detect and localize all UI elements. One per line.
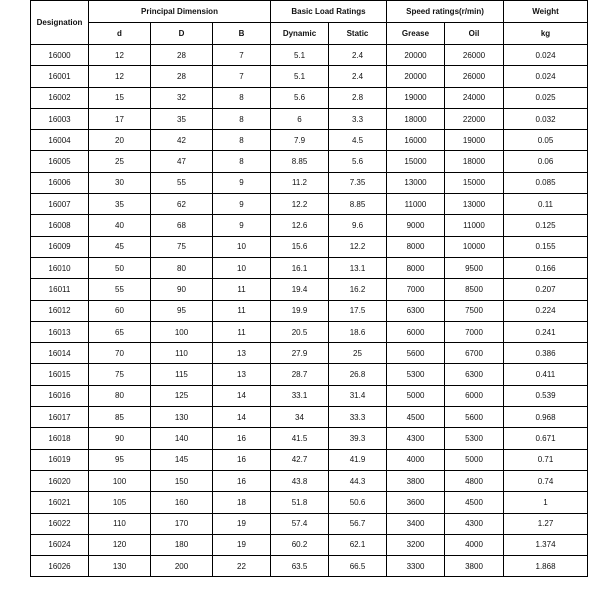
D-cell: 55 — [151, 172, 213, 193]
D-cell: 42 — [151, 130, 213, 151]
d-cell: 85 — [89, 407, 151, 428]
oil-cell: 4800 — [445, 470, 504, 491]
grease-cell: 16000 — [387, 130, 445, 151]
dynamic-cell: 63.5 — [271, 556, 329, 577]
table-row — [31, 385, 588, 406]
oil-cell: 15000 — [445, 172, 504, 193]
grease-cell: 8000 — [387, 236, 445, 257]
static-cell: 2.4 — [329, 45, 387, 66]
oil-cell: 4000 — [445, 534, 504, 555]
table-row — [31, 343, 588, 364]
designation-cell: 16021 — [31, 492, 89, 513]
static-cell: 7.35 — [329, 172, 387, 193]
dynamic-cell: 6 — [271, 108, 329, 129]
grease-cell: 6000 — [387, 321, 445, 342]
designation-cell: 16002 — [31, 87, 89, 108]
oil-cell: 18000 — [445, 151, 504, 172]
B-cell: 7 — [213, 45, 271, 66]
d-cell: 20 — [89, 130, 151, 151]
dynamic-cell: 16.1 — [271, 257, 329, 278]
dynamic-cell: 15.6 — [271, 236, 329, 257]
weight-cell: 1.374 — [504, 534, 588, 555]
B-cell: 16 — [213, 449, 271, 470]
dynamic-cell: 42.7 — [271, 449, 329, 470]
table-row — [31, 534, 588, 555]
B-cell: 8 — [213, 108, 271, 129]
designation-cell: 16012 — [31, 300, 89, 321]
D-cell: 47 — [151, 151, 213, 172]
table-row — [31, 279, 588, 300]
designation-cell: 16004 — [31, 130, 89, 151]
table-row — [31, 428, 588, 449]
B-cell: 19 — [213, 513, 271, 534]
grease-cell: 19000 — [387, 87, 445, 108]
dynamic-cell: 5.1 — [271, 45, 329, 66]
D-cell: 160 — [151, 492, 213, 513]
table-row — [31, 513, 588, 534]
static-cell: 44.3 — [329, 470, 387, 491]
designation-cell: 16015 — [31, 364, 89, 385]
oil-header: Oil — [445, 23, 504, 45]
oil-cell: 7500 — [445, 300, 504, 321]
weight-cell: 0.386 — [504, 343, 588, 364]
weight-cell: 0.539 — [504, 385, 588, 406]
d-cell: 40 — [89, 215, 151, 236]
grease-cell: 4300 — [387, 428, 445, 449]
header-row-sub — [31, 23, 588, 45]
D-cell: 170 — [151, 513, 213, 534]
d-cell: 100 — [89, 470, 151, 491]
designation-cell: 16000 — [31, 45, 89, 66]
oil-cell: 10000 — [445, 236, 504, 257]
D-cell: 80 — [151, 257, 213, 278]
B-cell: 9 — [213, 194, 271, 215]
oil-cell: 24000 — [445, 87, 504, 108]
designation-cell: 16013 — [31, 321, 89, 342]
D-cell: 75 — [151, 236, 213, 257]
grease-cell: 5300 — [387, 364, 445, 385]
oil-cell: 4300 — [445, 513, 504, 534]
oil-cell: 4500 — [445, 492, 504, 513]
dynamic-cell: 8.85 — [271, 151, 329, 172]
D-header: D — [151, 23, 213, 45]
static-cell: 16.2 — [329, 279, 387, 300]
d-cell: 30 — [89, 172, 151, 193]
static-cell: 5.6 — [329, 151, 387, 172]
weight-cell: 0.125 — [504, 215, 588, 236]
B-header: B — [213, 23, 271, 45]
dynamic-cell: 27.9 — [271, 343, 329, 364]
weight-cell: 0.968 — [504, 407, 588, 428]
dynamic-cell: 60.2 — [271, 534, 329, 555]
B-cell: 13 — [213, 343, 271, 364]
weight-cell: 0.06 — [504, 151, 588, 172]
B-cell: 11 — [213, 279, 271, 300]
D-cell: 180 — [151, 534, 213, 555]
weight-cell: 0.024 — [504, 45, 588, 66]
B-cell: 8 — [213, 151, 271, 172]
B-cell: 11 — [213, 321, 271, 342]
weight-header: Weight — [504, 1, 588, 23]
designation-cell: 16017 — [31, 407, 89, 428]
B-cell: 7 — [213, 66, 271, 87]
B-cell: 8 — [213, 87, 271, 108]
designation-cell: 16026 — [31, 556, 89, 577]
grease-cell: 3300 — [387, 556, 445, 577]
static-cell: 41.9 — [329, 449, 387, 470]
static-cell: 9.6 — [329, 215, 387, 236]
d-cell: 110 — [89, 513, 151, 534]
d-cell: 120 — [89, 534, 151, 555]
speed-ratings-header: Speed ratings(r/min) — [387, 1, 504, 23]
dynamic-cell: 33.1 — [271, 385, 329, 406]
designation-cell: 16018 — [31, 428, 89, 449]
grease-cell: 3600 — [387, 492, 445, 513]
oil-cell: 6700 — [445, 343, 504, 364]
B-cell: 9 — [213, 172, 271, 193]
static-cell: 66.5 — [329, 556, 387, 577]
weight-cell: 0.411 — [504, 364, 588, 385]
grease-cell: 15000 — [387, 151, 445, 172]
oil-cell: 26000 — [445, 45, 504, 66]
static-cell: 25 — [329, 343, 387, 364]
table-row — [31, 449, 588, 470]
grease-cell: 6300 — [387, 300, 445, 321]
oil-cell: 6300 — [445, 364, 504, 385]
designation-cell: 16014 — [31, 343, 89, 364]
oil-cell: 5000 — [445, 449, 504, 470]
kg-header: kg — [504, 23, 588, 45]
oil-cell: 13000 — [445, 194, 504, 215]
designation-cell: 16003 — [31, 108, 89, 129]
dynamic-cell: 41.5 — [271, 428, 329, 449]
weight-cell: 0.024 — [504, 66, 588, 87]
d-cell: 12 — [89, 66, 151, 87]
d-cell: 55 — [89, 279, 151, 300]
table-row — [31, 556, 588, 577]
grease-cell: 8000 — [387, 257, 445, 278]
weight-cell: 0.05 — [504, 130, 588, 151]
d-cell: 50 — [89, 257, 151, 278]
B-cell: 14 — [213, 407, 271, 428]
D-cell: 32 — [151, 87, 213, 108]
grease-cell: 7000 — [387, 279, 445, 300]
oil-cell: 11000 — [445, 215, 504, 236]
static-cell: 56.7 — [329, 513, 387, 534]
designation-cell: 16011 — [31, 279, 89, 300]
grease-cell: 9000 — [387, 215, 445, 236]
B-cell: 14 — [213, 385, 271, 406]
D-cell: 100 — [151, 321, 213, 342]
static-cell: 31.4 — [329, 385, 387, 406]
table-row — [31, 492, 588, 513]
dynamic-cell: 12.6 — [271, 215, 329, 236]
dynamic-cell: 51.8 — [271, 492, 329, 513]
d-cell: 60 — [89, 300, 151, 321]
weight-cell: 0.207 — [504, 279, 588, 300]
dynamic-cell: 34 — [271, 407, 329, 428]
table-body — [31, 45, 588, 577]
B-cell: 22 — [213, 556, 271, 577]
table-row — [31, 470, 588, 491]
table-row — [31, 300, 588, 321]
D-cell: 150 — [151, 470, 213, 491]
D-cell: 200 — [151, 556, 213, 577]
static-cell: 2.4 — [329, 66, 387, 87]
B-cell: 16 — [213, 428, 271, 449]
designation-cell: 16007 — [31, 194, 89, 215]
B-cell: 18 — [213, 492, 271, 513]
weight-cell: 0.224 — [504, 300, 588, 321]
designation-cell: 16024 — [31, 534, 89, 555]
static-cell: 2.8 — [329, 87, 387, 108]
d-cell: 90 — [89, 428, 151, 449]
grease-cell: 4000 — [387, 449, 445, 470]
principal-dimension-header: Principal Dimension — [89, 1, 271, 23]
weight-cell: 0.241 — [504, 321, 588, 342]
weight-cell: 1.868 — [504, 556, 588, 577]
table-row — [31, 364, 588, 385]
dynamic-cell: 19.9 — [271, 300, 329, 321]
grease-cell: 13000 — [387, 172, 445, 193]
weight-cell: 0.71 — [504, 449, 588, 470]
designation-cell: 16005 — [31, 151, 89, 172]
D-cell: 140 — [151, 428, 213, 449]
grease-cell: 5600 — [387, 343, 445, 364]
D-cell: 68 — [151, 215, 213, 236]
grease-cell: 18000 — [387, 108, 445, 129]
d-cell: 130 — [89, 556, 151, 577]
D-cell: 35 — [151, 108, 213, 129]
B-cell: 19 — [213, 534, 271, 555]
static-cell: 13.1 — [329, 257, 387, 278]
D-cell: 28 — [151, 66, 213, 87]
d-header: d — [89, 23, 151, 45]
oil-cell: 19000 — [445, 130, 504, 151]
static-cell: 8.85 — [329, 194, 387, 215]
D-cell: 115 — [151, 364, 213, 385]
designation-cell: 16010 — [31, 257, 89, 278]
grease-cell: 3400 — [387, 513, 445, 534]
designation-header: Designation — [31, 1, 89, 45]
static-cell: 17.5 — [329, 300, 387, 321]
static-cell: 4.5 — [329, 130, 387, 151]
d-cell: 15 — [89, 87, 151, 108]
weight-cell: 1 — [504, 492, 588, 513]
bearing-spec-table — [30, 0, 588, 577]
static-cell: 33.3 — [329, 407, 387, 428]
designation-cell: 16008 — [31, 215, 89, 236]
d-cell: 105 — [89, 492, 151, 513]
B-cell: 16 — [213, 470, 271, 491]
d-cell: 75 — [89, 364, 151, 385]
D-cell: 125 — [151, 385, 213, 406]
weight-cell: 0.74 — [504, 470, 588, 491]
static-cell: 39.3 — [329, 428, 387, 449]
B-cell: 11 — [213, 300, 271, 321]
B-cell: 9 — [213, 215, 271, 236]
weight-cell: 0.671 — [504, 428, 588, 449]
d-cell: 25 — [89, 151, 151, 172]
oil-cell: 7000 — [445, 321, 504, 342]
static-cell: 12.2 — [329, 236, 387, 257]
header-row-groups — [31, 1, 588, 23]
table-row — [31, 108, 588, 129]
designation-cell: 16001 — [31, 66, 89, 87]
dynamic-header: Dynamic — [271, 23, 329, 45]
B-cell: 13 — [213, 364, 271, 385]
d-cell: 35 — [89, 194, 151, 215]
B-cell: 10 — [213, 257, 271, 278]
d-cell: 65 — [89, 321, 151, 342]
D-cell: 62 — [151, 194, 213, 215]
weight-cell: 0.11 — [504, 194, 588, 215]
dynamic-cell: 57.4 — [271, 513, 329, 534]
grease-cell: 5000 — [387, 385, 445, 406]
table-row — [31, 130, 588, 151]
table-row — [31, 407, 588, 428]
dynamic-cell: 20.5 — [271, 321, 329, 342]
weight-cell: 0.155 — [504, 236, 588, 257]
grease-cell: 20000 — [387, 66, 445, 87]
weight-cell: 1.27 — [504, 513, 588, 534]
dynamic-cell: 7.9 — [271, 130, 329, 151]
d-cell: 95 — [89, 449, 151, 470]
d-cell: 70 — [89, 343, 151, 364]
designation-cell: 16016 — [31, 385, 89, 406]
oil-cell: 26000 — [445, 66, 504, 87]
D-cell: 130 — [151, 407, 213, 428]
table-row — [31, 87, 588, 108]
designation-cell: 16020 — [31, 470, 89, 491]
weight-cell: 0.032 — [504, 108, 588, 129]
D-cell: 90 — [151, 279, 213, 300]
grease-cell: 3800 — [387, 470, 445, 491]
table-row — [31, 151, 588, 172]
static-cell: 26.8 — [329, 364, 387, 385]
designation-cell: 16022 — [31, 513, 89, 534]
D-cell: 110 — [151, 343, 213, 364]
oil-cell: 3800 — [445, 556, 504, 577]
dynamic-cell: 28.7 — [271, 364, 329, 385]
dynamic-cell: 5.1 — [271, 66, 329, 87]
designation-cell: 16009 — [31, 236, 89, 257]
d-cell: 17 — [89, 108, 151, 129]
table-row — [31, 215, 588, 236]
D-cell: 95 — [151, 300, 213, 321]
d-cell: 80 — [89, 385, 151, 406]
static-cell: 3.3 — [329, 108, 387, 129]
weight-cell: 0.025 — [504, 87, 588, 108]
table-row — [31, 66, 588, 87]
oil-cell: 5300 — [445, 428, 504, 449]
B-cell: 8 — [213, 130, 271, 151]
table-row — [31, 236, 588, 257]
grease-header: Grease — [387, 23, 445, 45]
table-row — [31, 194, 588, 215]
table-row — [31, 257, 588, 278]
weight-cell: 0.085 — [504, 172, 588, 193]
table-row — [31, 45, 588, 66]
designation-cell: 16006 — [31, 172, 89, 193]
static-header: Static — [329, 23, 387, 45]
B-cell: 10 — [213, 236, 271, 257]
dynamic-cell: 12.2 — [271, 194, 329, 215]
grease-cell: 4500 — [387, 407, 445, 428]
oil-cell: 5600 — [445, 407, 504, 428]
d-cell: 12 — [89, 45, 151, 66]
grease-cell: 3200 — [387, 534, 445, 555]
dynamic-cell: 11.2 — [271, 172, 329, 193]
oil-cell: 9500 — [445, 257, 504, 278]
designation-cell: 16019 — [31, 449, 89, 470]
oil-cell: 22000 — [445, 108, 504, 129]
d-cell: 45 — [89, 236, 151, 257]
weight-cell: 0.166 — [504, 257, 588, 278]
D-cell: 145 — [151, 449, 213, 470]
basic-load-ratings-header: Basic Load Ratings — [271, 1, 387, 23]
dynamic-cell: 5.6 — [271, 87, 329, 108]
dynamic-cell: 43.8 — [271, 470, 329, 491]
table-row — [31, 172, 588, 193]
static-cell: 62.1 — [329, 534, 387, 555]
D-cell: 28 — [151, 45, 213, 66]
grease-cell: 11000 — [387, 194, 445, 215]
dynamic-cell: 19.4 — [271, 279, 329, 300]
table-row — [31, 321, 588, 342]
grease-cell: 20000 — [387, 45, 445, 66]
static-cell: 18.6 — [329, 321, 387, 342]
oil-cell: 8500 — [445, 279, 504, 300]
oil-cell: 6000 — [445, 385, 504, 406]
static-cell: 50.6 — [329, 492, 387, 513]
